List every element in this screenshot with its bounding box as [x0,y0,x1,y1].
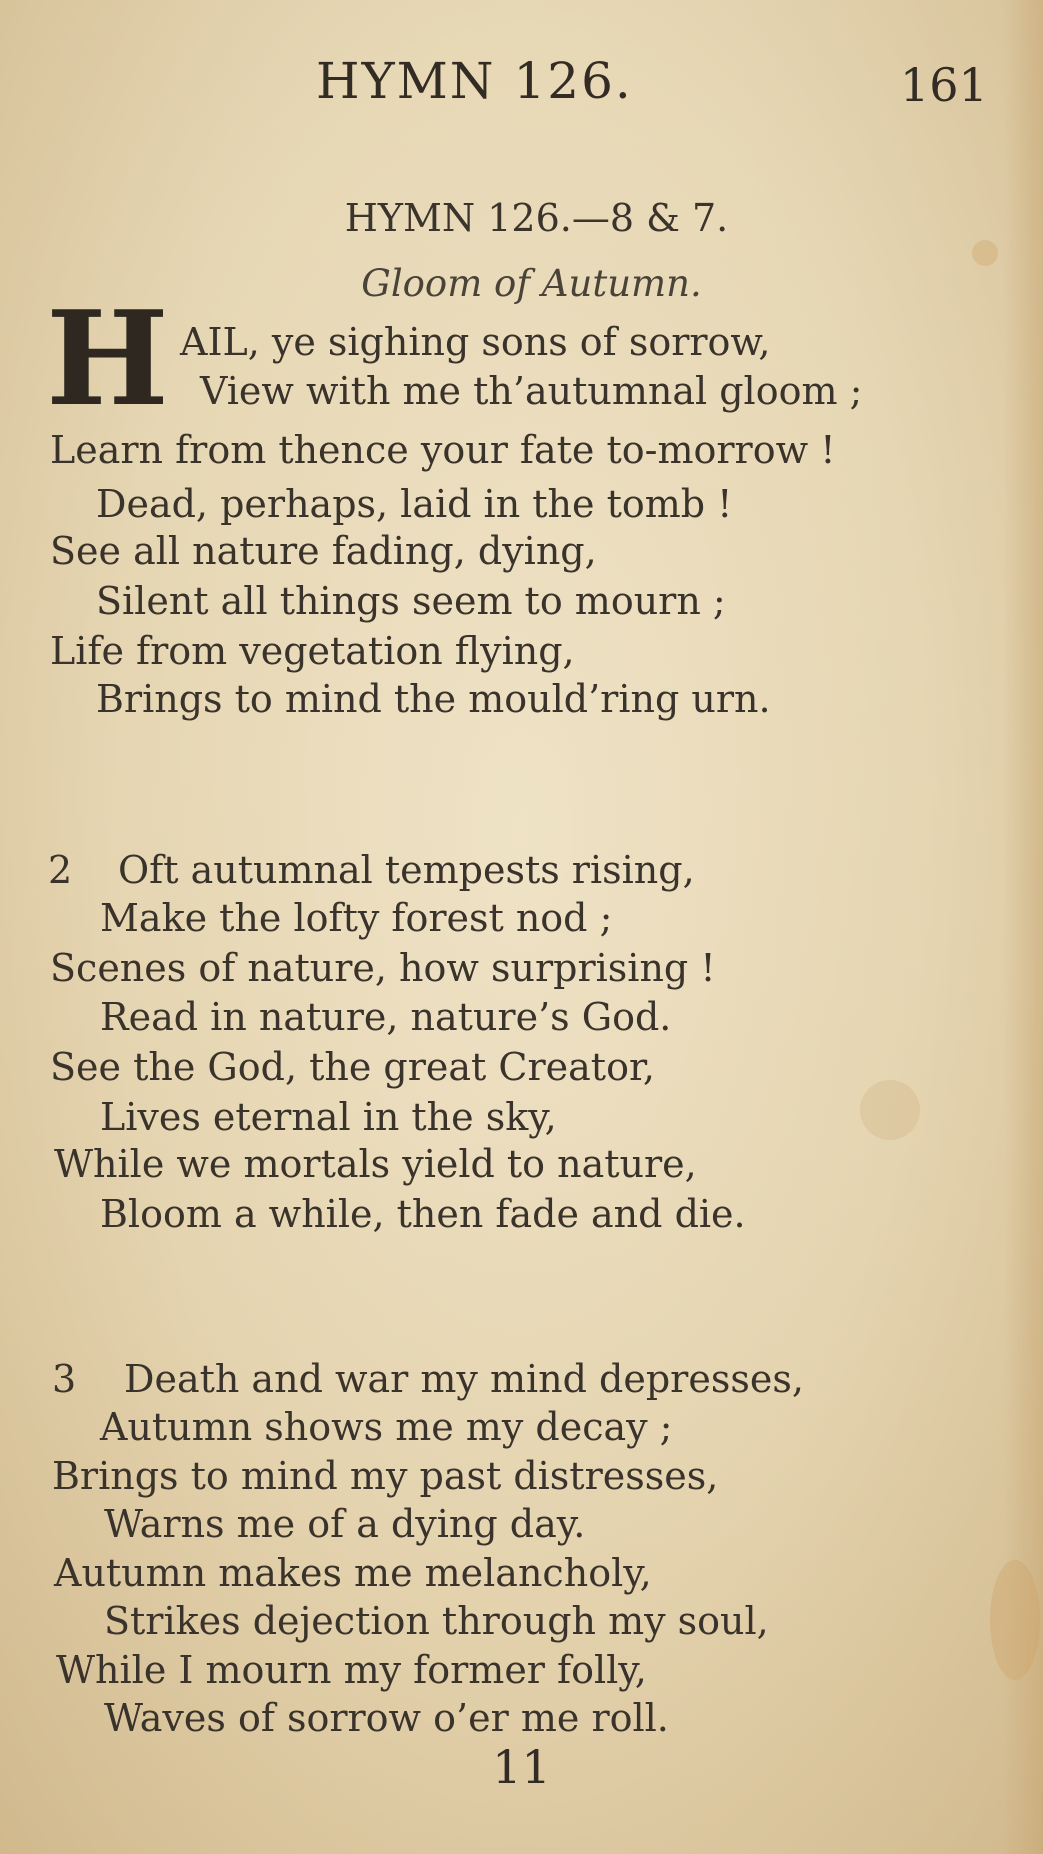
verse-line: See all nature fading, dying, [50,529,597,573]
verse-line: See the God, the great Creator, [50,1045,656,1089]
verse-line: AIL, ye sighing sons of sorrow, [180,320,771,364]
running-head-title: HYMN 126. [316,52,633,110]
verse-line: Death and war my mind depresses, [124,1357,804,1401]
paper-stain [990,1560,1040,1680]
verse-line: Warns me of a dying day. [104,1502,586,1546]
verse-line: Life from vegetation flying, [50,629,575,673]
verse-line: Brings to mind my past distresses, [52,1454,719,1498]
verse-line: Autumn makes me melancholy, [54,1551,652,1595]
page-number: 161 [900,58,988,112]
stanza-number: 2 [48,848,73,892]
verse-line: Learn from thence your fate to-morrow ! [50,428,836,472]
verse-line: Waves of sorrow o’er me roll. [104,1696,669,1740]
verse-line: While we mortals yield to nature, [54,1142,697,1186]
hymn-title: Gloom of Autumn. [361,262,702,305]
paper-stain [860,1080,920,1140]
verse-line: View with me th’autumnal gloom ; [200,369,863,413]
verse-line: Scenes of nature, how surprising ! [50,946,716,990]
verse-line: Silent all things seem to mourn ; [96,579,726,623]
verse-line: Make the lofty forest nod ; [100,896,613,940]
drop-cap: H [46,282,169,435]
verse-line: Brings to mind the mould’ring urn. [96,677,771,721]
verse-line: Oft autumnal tempests rising, [118,848,695,892]
verse-line: While I mourn my former folly, [56,1648,647,1692]
verse-line: Autumn shows me my decay ; [100,1405,673,1449]
verse-line: Read in nature, nature’s God. [100,995,672,1039]
signature-mark: 11 [492,1740,551,1794]
verse-line: Dead, perhaps, laid in the tomb ! [96,482,733,526]
verse-line: Lives eternal in the sky, [100,1095,557,1139]
hymn-heading: HYMN 126.—8 & 7. [344,196,729,240]
verse-line: Strikes dejection through my soul, [104,1599,769,1643]
stanza-number: 3 [52,1357,77,1401]
verse-line: Bloom a while, then fade and die. [100,1192,746,1236]
